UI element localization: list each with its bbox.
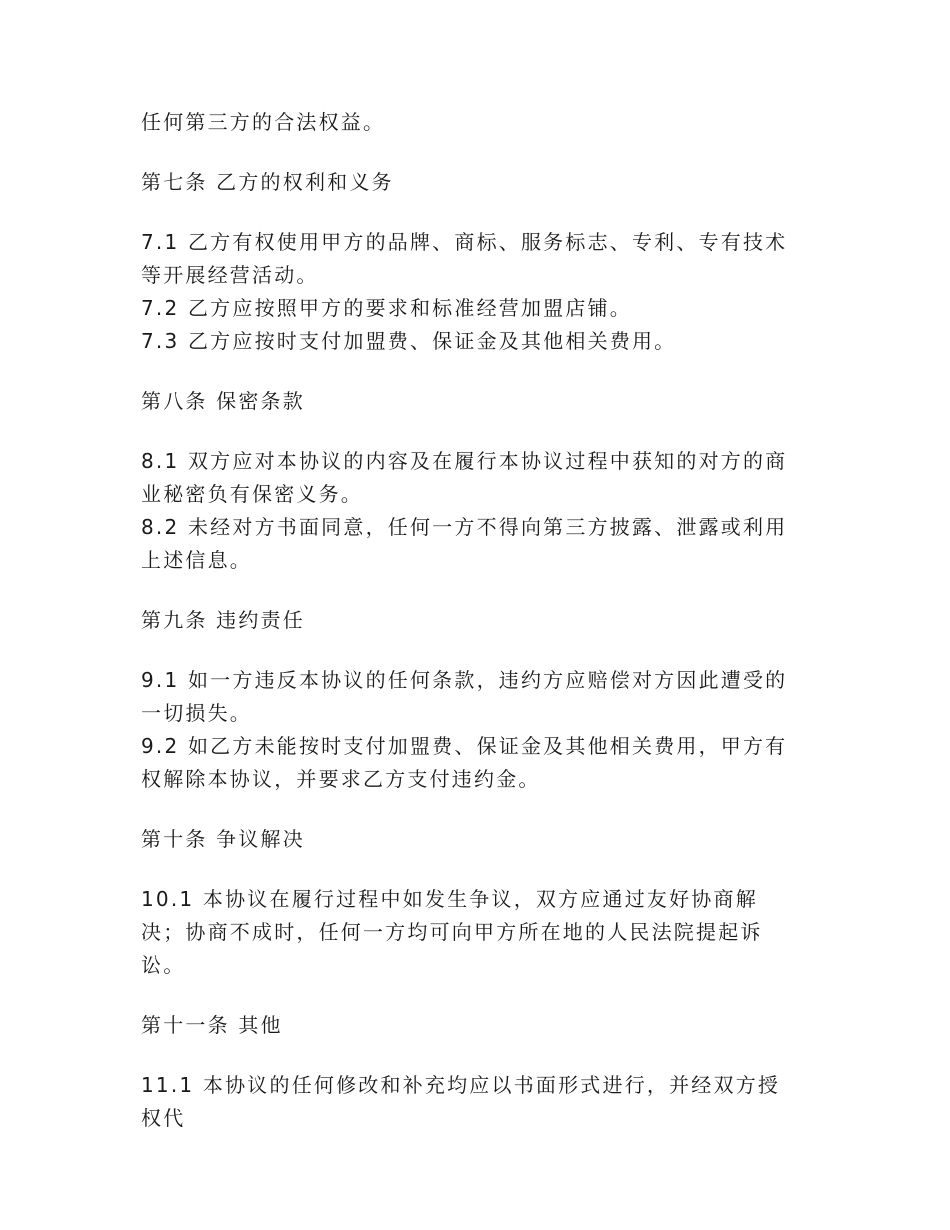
clause-10-1: 10.1 本协议在履行过程中如发生争议，双方应通过友好协商解决；协商不成时，任何一方均可向甲方所在地的人民法院提起诉讼。 bbox=[141, 887, 763, 977]
clause-9-2: 9.2 如乙方未能按时支付加盟费、保证金及其他相关费用，甲方有权解除本协议，并要求乙方支付违约金。 bbox=[141, 734, 788, 791]
continuation-text: 任何第三方的合法权益。 bbox=[141, 110, 386, 134]
document-body bbox=[141, 106, 801, 1135]
clause-8-1: 8.1 双方应对本协议的内容及在履行本协议过程中获知的对方的商业秘密负有保密义务。 bbox=[141, 449, 788, 506]
clause-8-2: 8.2 未经对方书面同意，任何一方不得向第三方披露、泄露或利用上述信息。 bbox=[141, 515, 788, 572]
section-heading-8: 第八条 保密条款 bbox=[141, 389, 305, 413]
section-heading-11: 第十一条 其他 bbox=[141, 1013, 283, 1037]
clause-9-1: 9.1 如一方违反本协议的任何条款，违约方应赔偿对方因此遭受的一切损失。 bbox=[141, 668, 788, 725]
clause-7-2: 7.2 乙方应按照甲方的要求和标准经营加盟店铺。 bbox=[141, 296, 632, 320]
section-heading-7: 第七条 乙方的权利和义务 bbox=[141, 170, 394, 194]
clause-11-1: 11.1 本协议的任何修改和补充均应以书面形式进行，并经双方授权代 bbox=[141, 1073, 781, 1130]
section-heading-9: 第九条 违约责任 bbox=[141, 608, 305, 632]
clause-7-1: 7.1 乙方有权使用甲方的品牌、商标、服务标志、专利、专有技术等开展经营活动。 bbox=[141, 230, 788, 287]
clause-7-3: 7.3 乙方应按时支付加盟费、保证金及其他相关费用。 bbox=[141, 329, 677, 353]
section-heading-10: 第十条 争议解决 bbox=[141, 827, 305, 851]
